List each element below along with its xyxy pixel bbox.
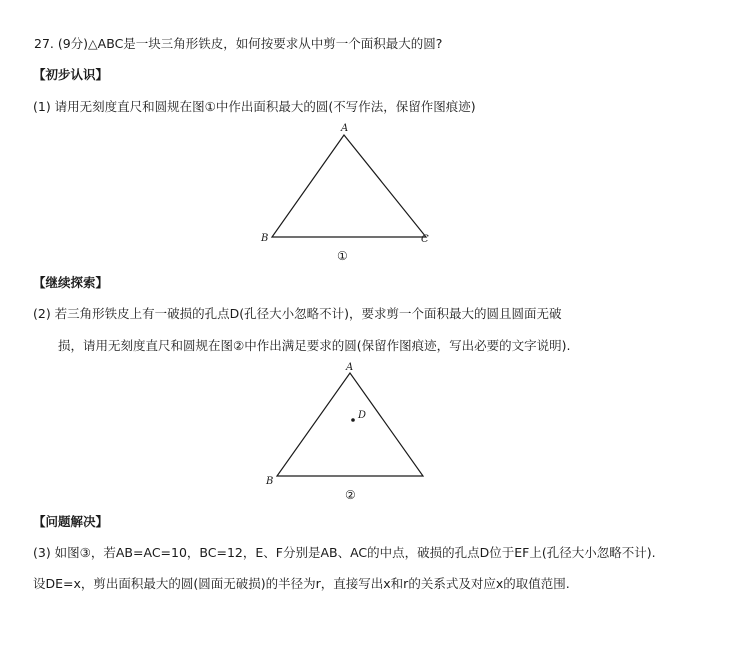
- section3-title: 【问题解决】: [33, 514, 109, 529]
- section3-text-line2: 设DE=x，剪出面积最大的圆(圆面无破损)的半径为r，直接写出x和r的关系式及对应x的取值范围.: [33, 576, 570, 591]
- figure2-label-a: A: [346, 362, 354, 373]
- figure1-label-b: B: [261, 233, 269, 244]
- figure2-label-b: B: [266, 476, 274, 487]
- figure1-label-c: C: [421, 234, 429, 245]
- section3-text-line1: (3) 如图③，若AB=AC=10，BC=12，E、F分别是AB、AC的中点，破损的孔点D位于EF上(孔径大小忽略不计).: [33, 545, 656, 560]
- figure1-caption: ①: [337, 249, 348, 263]
- figure2-label-d: D: [358, 410, 367, 421]
- section1-text: (1) 请用无刻度直尺和圆规在图①中作出面积最大的圆(不写作法，保留作图痕迹): [33, 99, 476, 114]
- figure1-label-a: A: [341, 123, 349, 134]
- section1-title: 【初步认识】: [33, 67, 109, 82]
- figure2-caption: ②: [345, 488, 356, 502]
- section2-text-line1: (2) 若三角形铁皮上有一破损的孔点D(孔径大小忽略不计)，要求剪一个面积最大的圆且圆面无破: [33, 306, 562, 321]
- section2-text-line2: 损，请用无刻度直尺和圆规在图②中作出满足要求的圆(保留作图痕迹，写出必要的文字说明).: [58, 338, 571, 353]
- triangle-abc-2: [277, 373, 423, 476]
- problem-header: 27. (9分)△ABC是一块三角形铁皮，如何按要求从中剪一个面积最大的圆?: [34, 36, 443, 51]
- point-d: [351, 418, 355, 422]
- section2-title: 【继续探索】: [33, 275, 109, 290]
